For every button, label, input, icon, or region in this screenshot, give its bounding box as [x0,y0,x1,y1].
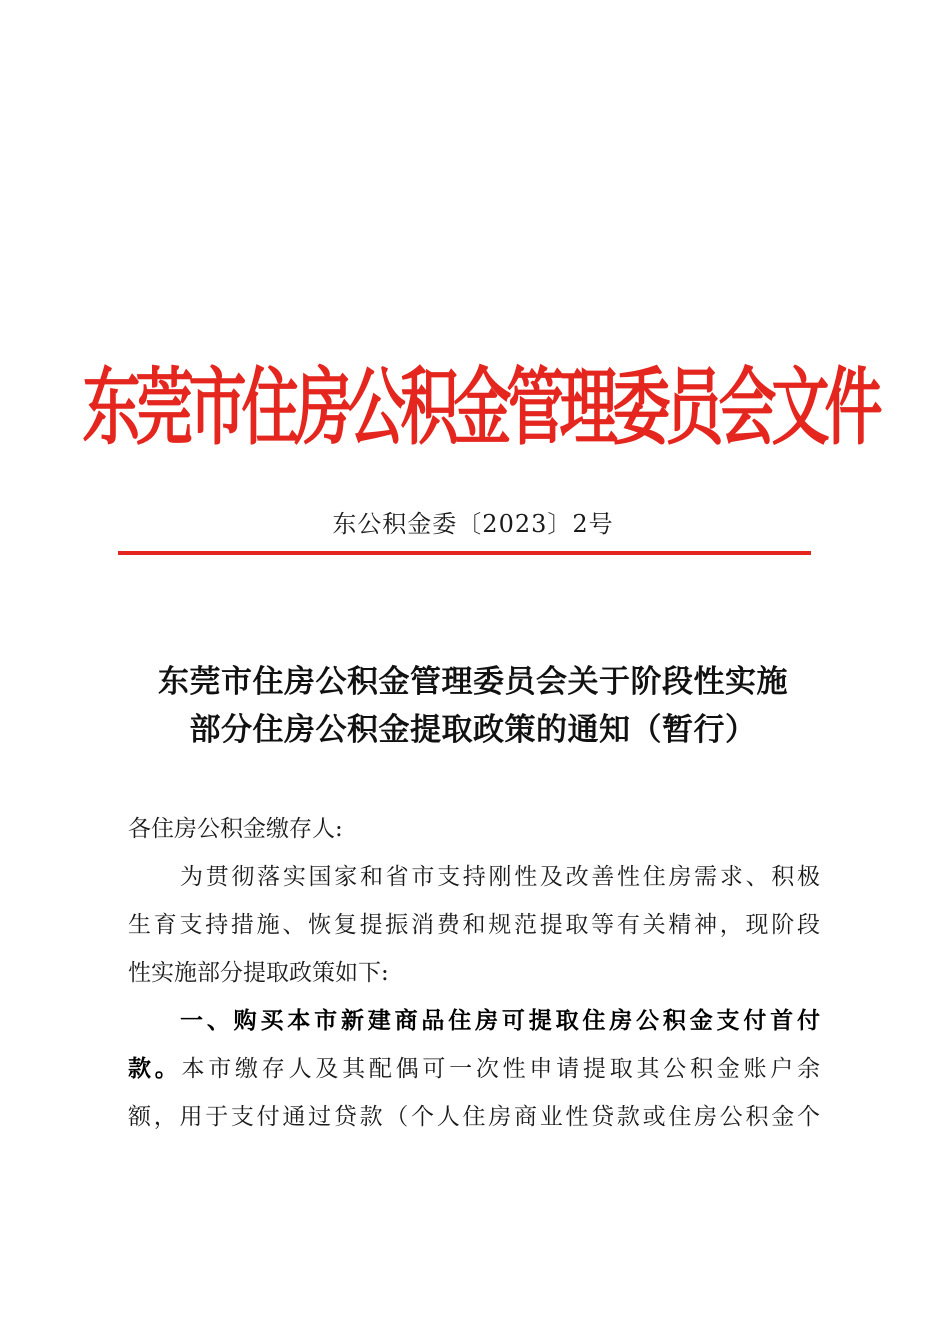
notice-title-line-2: 部分住房公积金提取政策的通知（暂行） [189,712,757,748]
section-1-line-1 [128,1050,820,1083]
masthead-title: 东莞市住房公积金管理委员会文件 [82,357,878,457]
intro-line-1: 为贯彻落实国家和省市支持刚性及改善性住房需求、积极 [180,864,820,890]
red-divider [118,551,811,555]
section-1-text-a: 本市缴存人及其配偶可一次性申请提取其公积金账户余 [181,1056,821,1082]
section-1-heading: 一、购买本市新建商品住房可提取住房公积金支付首付 [180,1007,820,1034]
section-1-line-2: 额，用于支付通过贷款（个人住房商业性贷款或住房公积金个 [128,1104,820,1130]
intro-line-3: 性实施部分提取政策如下: [128,960,389,986]
document-number: 东公积金委〔2023〕2号 [332,510,614,538]
section-1-heading-end: 款。 [128,1055,182,1082]
notice-title-line-1: 东莞市住房公积金管理委员会关于阶段性实施 [158,664,788,700]
intro-line-2: 生育支持措施、恢复提振消费和规范提取等有关精神，现阶段 [128,912,820,938]
salutation: 各住房公积金缴存人: [128,816,343,842]
